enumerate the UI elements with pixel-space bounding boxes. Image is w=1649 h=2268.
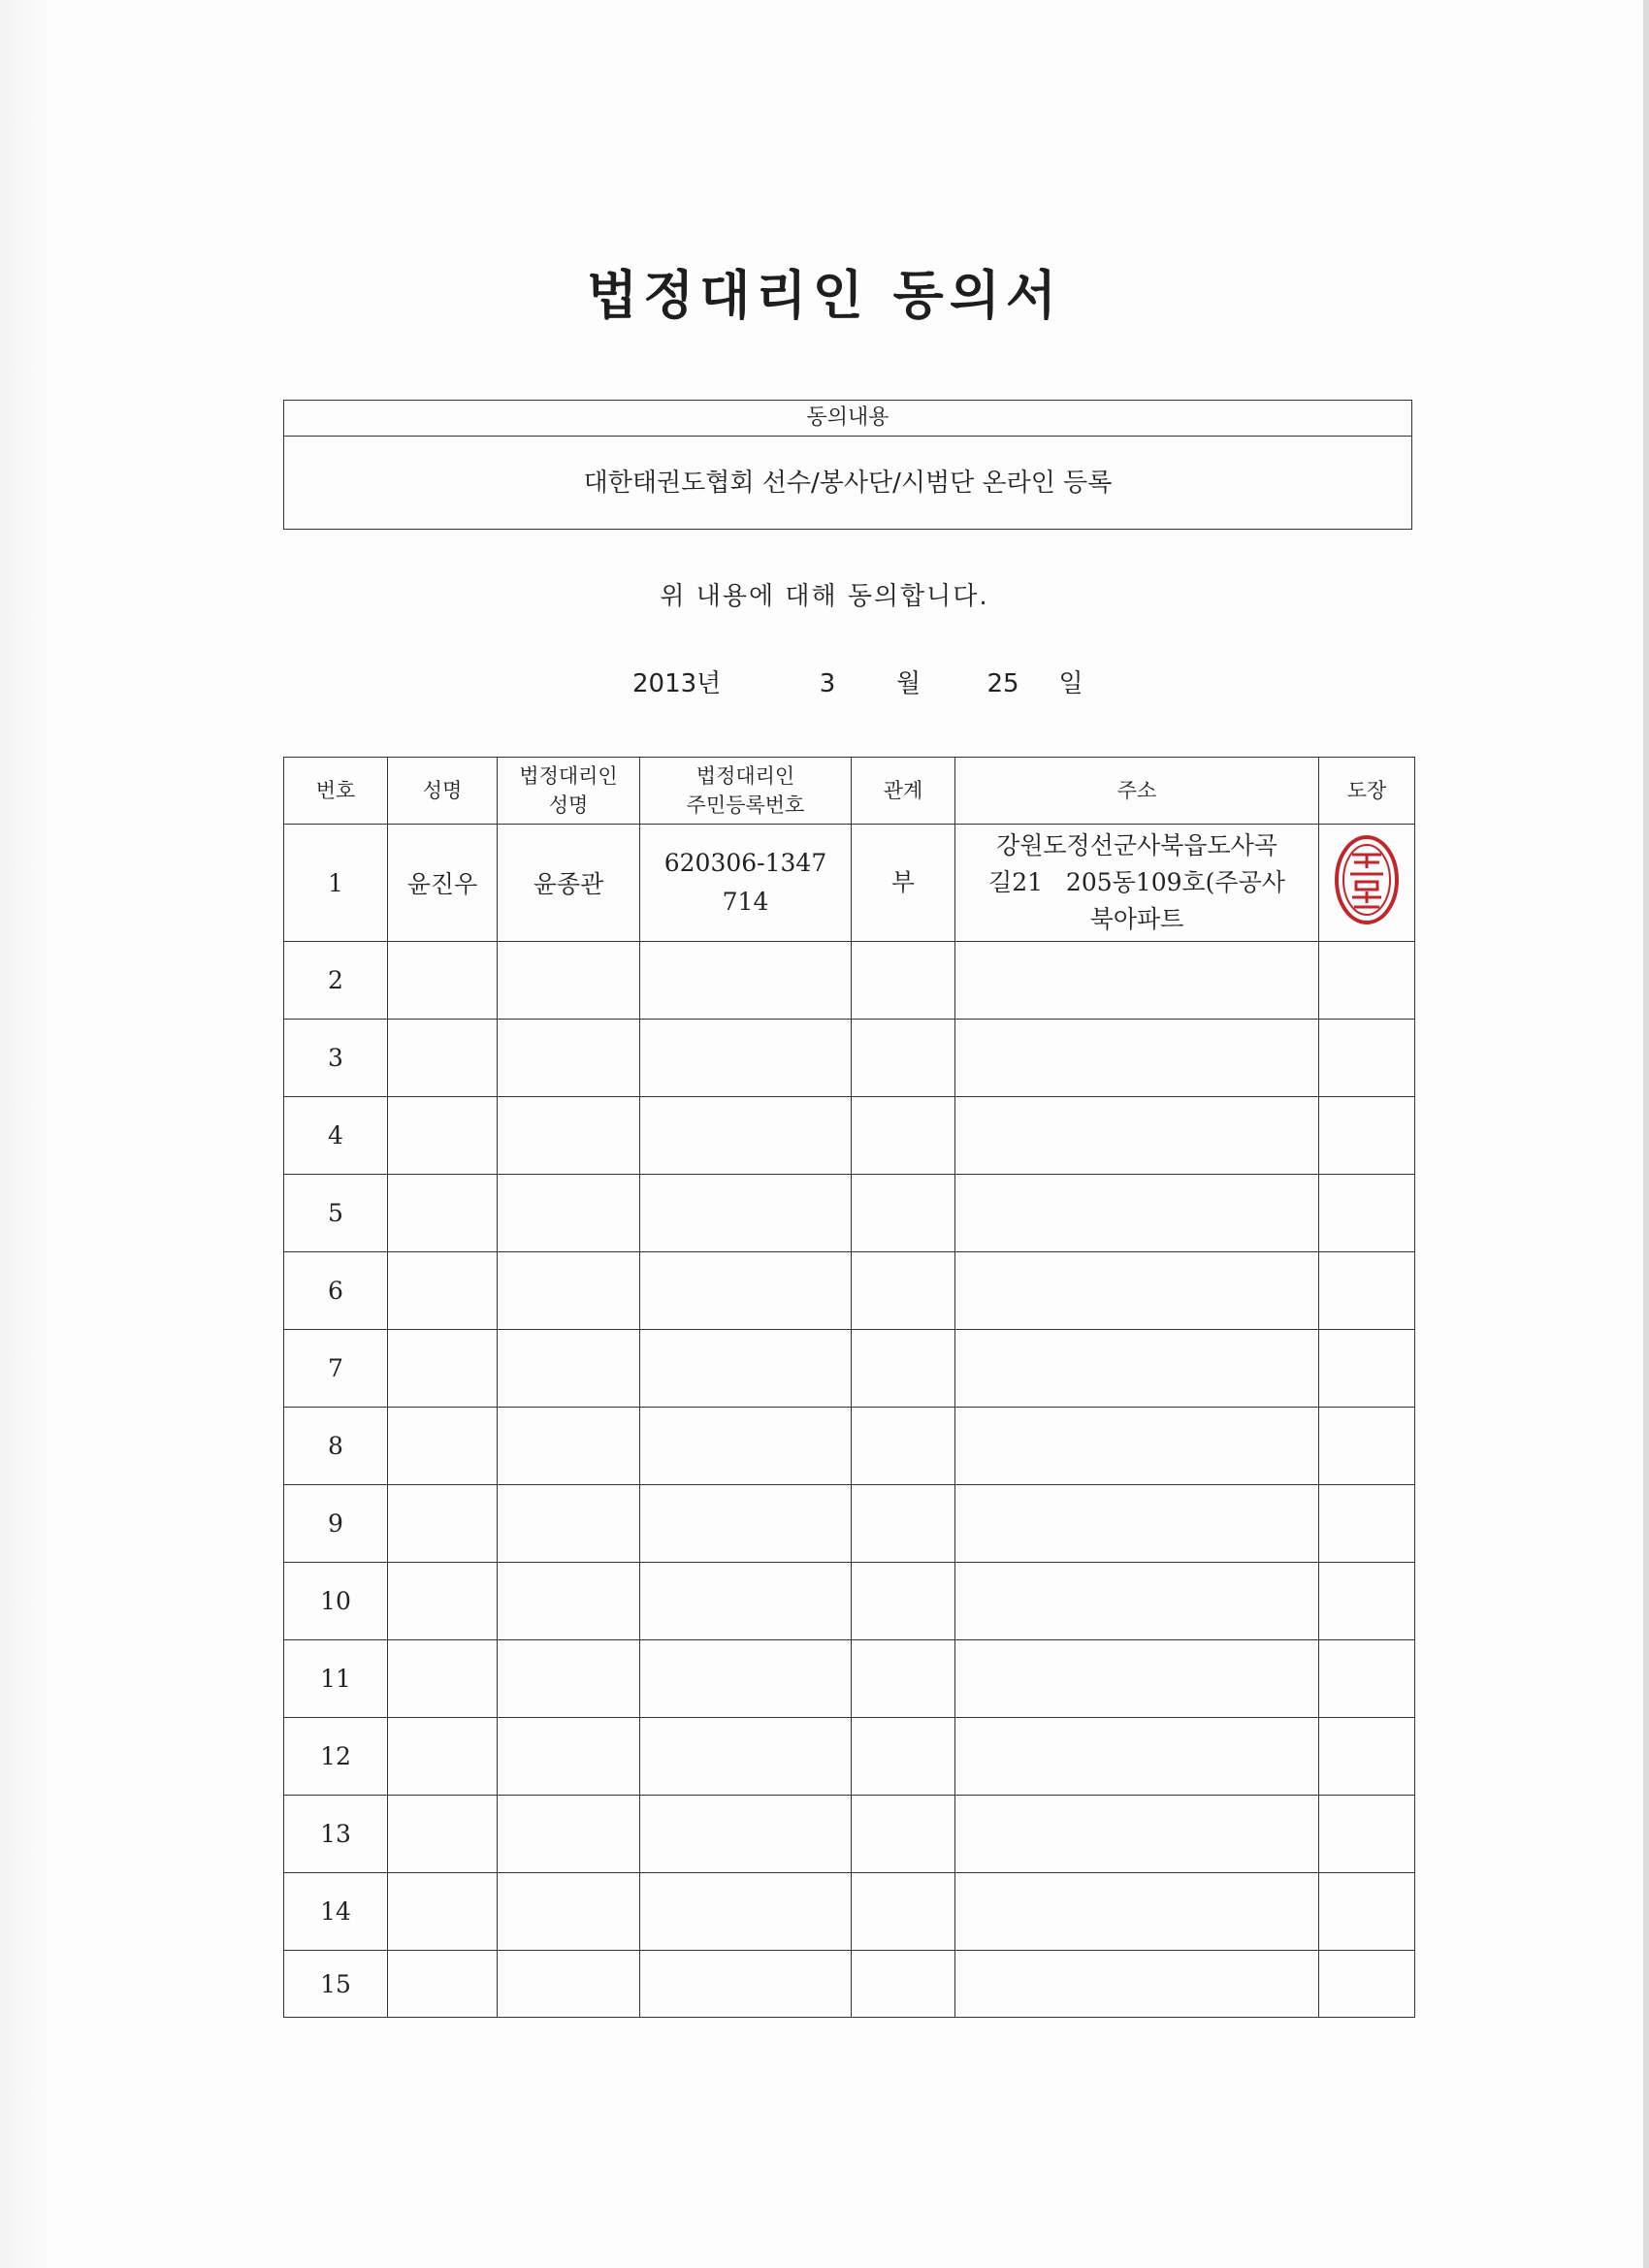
cell-empty — [640, 1097, 852, 1175]
cell-empty — [388, 1175, 498, 1252]
cell-empty — [388, 942, 498, 1020]
cell-empty — [388, 1408, 498, 1485]
cell-no: 13 — [284, 1796, 388, 1873]
cell-empty — [640, 1640, 852, 1718]
cell-empty — [640, 1563, 852, 1640]
guardian-id-line1: 620306-1347 — [663, 849, 827, 877]
cell-empty — [852, 1951, 955, 2018]
header-guardian-name-line2: 성명 — [548, 794, 589, 817]
cell-empty — [1319, 942, 1415, 1020]
cell-empty — [388, 1097, 498, 1175]
table-header-row — [284, 758, 1415, 825]
cell-empty — [1319, 1252, 1415, 1330]
cell-empty — [852, 1020, 955, 1097]
cell-empty — [388, 1796, 498, 1873]
table-row — [284, 1175, 1415, 1252]
cell-empty — [498, 1485, 640, 1563]
cell-no: 11 — [284, 1640, 388, 1718]
table-row — [284, 1020, 1415, 1097]
cell-empty — [498, 1175, 640, 1252]
cell-empty — [388, 1020, 498, 1097]
date-day: 25 — [986, 669, 1019, 698]
date-month-label: 월 — [895, 669, 922, 698]
header-relation: 관계 — [852, 758, 955, 825]
cell-empty — [388, 1252, 498, 1330]
cell-empty — [1319, 1408, 1415, 1485]
cell-empty — [955, 1951, 1319, 2018]
cell-empty — [955, 1097, 1319, 1175]
cell-no: 1 — [284, 825, 388, 942]
guardian-id-line2: 714 — [722, 888, 769, 916]
table-row — [284, 942, 1415, 1020]
table-row — [284, 1718, 1415, 1796]
cell-empty — [498, 1796, 640, 1873]
cell-no: 3 — [284, 1020, 388, 1097]
cell-empty — [388, 1563, 498, 1640]
consent-box — [283, 400, 1412, 530]
cell-no: 2 — [284, 942, 388, 1020]
cell-empty — [852, 942, 955, 1020]
cell-empty — [955, 1563, 1319, 1640]
scan-edge-right — [1643, 0, 1649, 2268]
cell-empty — [955, 1796, 1319, 1873]
cell-empty — [1319, 1640, 1415, 1718]
consent-header: 동의내용 — [284, 401, 1411, 437]
cell-no: 7 — [284, 1330, 388, 1408]
cell-no: 8 — [284, 1408, 388, 1485]
header-guardian-name — [498, 758, 640, 825]
cell-empty — [498, 1640, 640, 1718]
table-row — [284, 1408, 1415, 1485]
table-row — [284, 1485, 1415, 1563]
cell-empty — [852, 1408, 955, 1485]
cell-empty — [640, 1175, 852, 1252]
cell-empty — [498, 1020, 640, 1097]
cell-empty — [498, 1330, 640, 1408]
cell-empty — [955, 1020, 1319, 1097]
cell-empty — [1319, 1873, 1415, 1951]
red-seal-stamp — [1333, 833, 1401, 926]
cell-empty — [640, 942, 852, 1020]
cell-empty — [640, 1252, 852, 1330]
cell-seal — [1319, 825, 1415, 942]
header-guardian-id-line2: 주민등록번호 — [686, 794, 805, 817]
cell-empty — [852, 1175, 955, 1252]
cell-empty — [852, 1097, 955, 1175]
address-line3: 북아파트 — [1089, 905, 1184, 933]
cell-empty — [388, 1718, 498, 1796]
guardian-table — [283, 757, 1415, 2018]
cell-empty — [955, 1330, 1319, 1408]
cell-relation: 부 — [852, 825, 955, 942]
cell-empty — [498, 1951, 640, 2018]
cell-empty — [852, 1640, 955, 1718]
cell-empty — [498, 1873, 640, 1951]
cell-empty — [852, 1796, 955, 1873]
cell-empty — [498, 1563, 640, 1640]
table-row — [284, 1873, 1415, 1951]
cell-empty — [852, 1563, 955, 1640]
cell-empty — [640, 1796, 852, 1873]
date-year: 2013년 — [632, 669, 722, 698]
document-title: 법정대리인 동의서 — [586, 264, 1063, 326]
cell-empty — [388, 1330, 498, 1408]
cell-empty — [640, 1020, 852, 1097]
date-line — [632, 664, 1100, 699]
cell-empty — [1319, 1020, 1415, 1097]
cell-empty — [1319, 1796, 1415, 1873]
cell-empty — [955, 1485, 1319, 1563]
cell-empty — [1319, 1485, 1415, 1563]
cell-empty — [640, 1330, 852, 1408]
cell-empty — [852, 1252, 955, 1330]
cell-empty — [955, 1718, 1319, 1796]
cell-empty — [955, 1873, 1319, 1951]
scan-edge-left — [0, 0, 47, 2268]
header-no: 번호 — [284, 758, 388, 825]
cell-empty — [1319, 1951, 1415, 2018]
cell-no: 4 — [284, 1097, 388, 1175]
cell-guardian-id — [640, 825, 852, 942]
cell-address — [955, 825, 1319, 942]
date-month: 3 — [819, 669, 836, 698]
cell-empty — [955, 1408, 1319, 1485]
cell-empty — [1319, 1718, 1415, 1796]
cell-empty — [852, 1718, 955, 1796]
date-day-label: 일 — [1058, 669, 1083, 698]
consent-body: 대한태권도협회 선수/봉사단/시범단 온라인 등록 — [583, 469, 1113, 498]
cell-empty — [640, 1718, 852, 1796]
cell-empty — [1319, 1330, 1415, 1408]
table-row — [284, 1252, 1415, 1330]
cell-empty — [640, 1873, 852, 1951]
address-line2: 길21 205동109호(주공사 — [988, 868, 1285, 896]
cell-empty — [1319, 1175, 1415, 1252]
cell-empty — [852, 1330, 955, 1408]
cell-no: 10 — [284, 1563, 388, 1640]
cell-empty — [852, 1485, 955, 1563]
table-row — [284, 1563, 1415, 1640]
cell-empty — [1319, 1563, 1415, 1640]
table-row — [284, 1796, 1415, 1873]
cell-no: 14 — [284, 1873, 388, 1951]
cell-empty — [388, 1951, 498, 2018]
cell-empty — [388, 1640, 498, 1718]
header-seal: 도장 — [1319, 758, 1415, 825]
cell-empty — [640, 1485, 852, 1563]
cell-empty — [1319, 1097, 1415, 1175]
cell-empty — [498, 1252, 640, 1330]
cell-empty — [852, 1873, 955, 1951]
cell-name: 윤진우 — [388, 825, 498, 942]
table-row — [284, 1097, 1415, 1175]
table-row — [284, 825, 1415, 942]
cell-empty — [498, 1718, 640, 1796]
header-address: 주소 — [955, 758, 1319, 825]
cell-no: 6 — [284, 1252, 388, 1330]
cell-empty — [955, 1640, 1319, 1718]
cell-empty — [955, 1175, 1319, 1252]
cell-empty — [955, 942, 1319, 1020]
table-row — [284, 1951, 1415, 2018]
cell-no: 12 — [284, 1718, 388, 1796]
header-guardian-name-line1: 법정대리인 — [519, 764, 618, 788]
cell-no: 15 — [284, 1951, 388, 2018]
header-name: 성명 — [388, 758, 498, 825]
cell-empty — [388, 1485, 498, 1563]
cell-no: 9 — [284, 1485, 388, 1563]
cell-empty — [498, 1097, 640, 1175]
cell-empty — [640, 1951, 852, 2018]
address-line1: 강원도정선군사북읍도사곡 — [996, 831, 1277, 859]
cell-empty — [498, 1408, 640, 1485]
table-row — [284, 1640, 1415, 1718]
agreement-statement: 위 내용에 대해 동의합니다. — [660, 582, 989, 611]
cell-empty — [388, 1873, 498, 1951]
cell-empty — [498, 942, 640, 1020]
table-row — [284, 1330, 1415, 1408]
cell-no: 5 — [284, 1175, 388, 1252]
cell-guardian-name: 윤종관 — [498, 825, 640, 942]
header-guardian-id — [640, 758, 852, 825]
cell-empty — [640, 1408, 852, 1485]
header-guardian-id-line1: 법정대리인 — [695, 764, 795, 788]
cell-empty — [955, 1252, 1319, 1330]
